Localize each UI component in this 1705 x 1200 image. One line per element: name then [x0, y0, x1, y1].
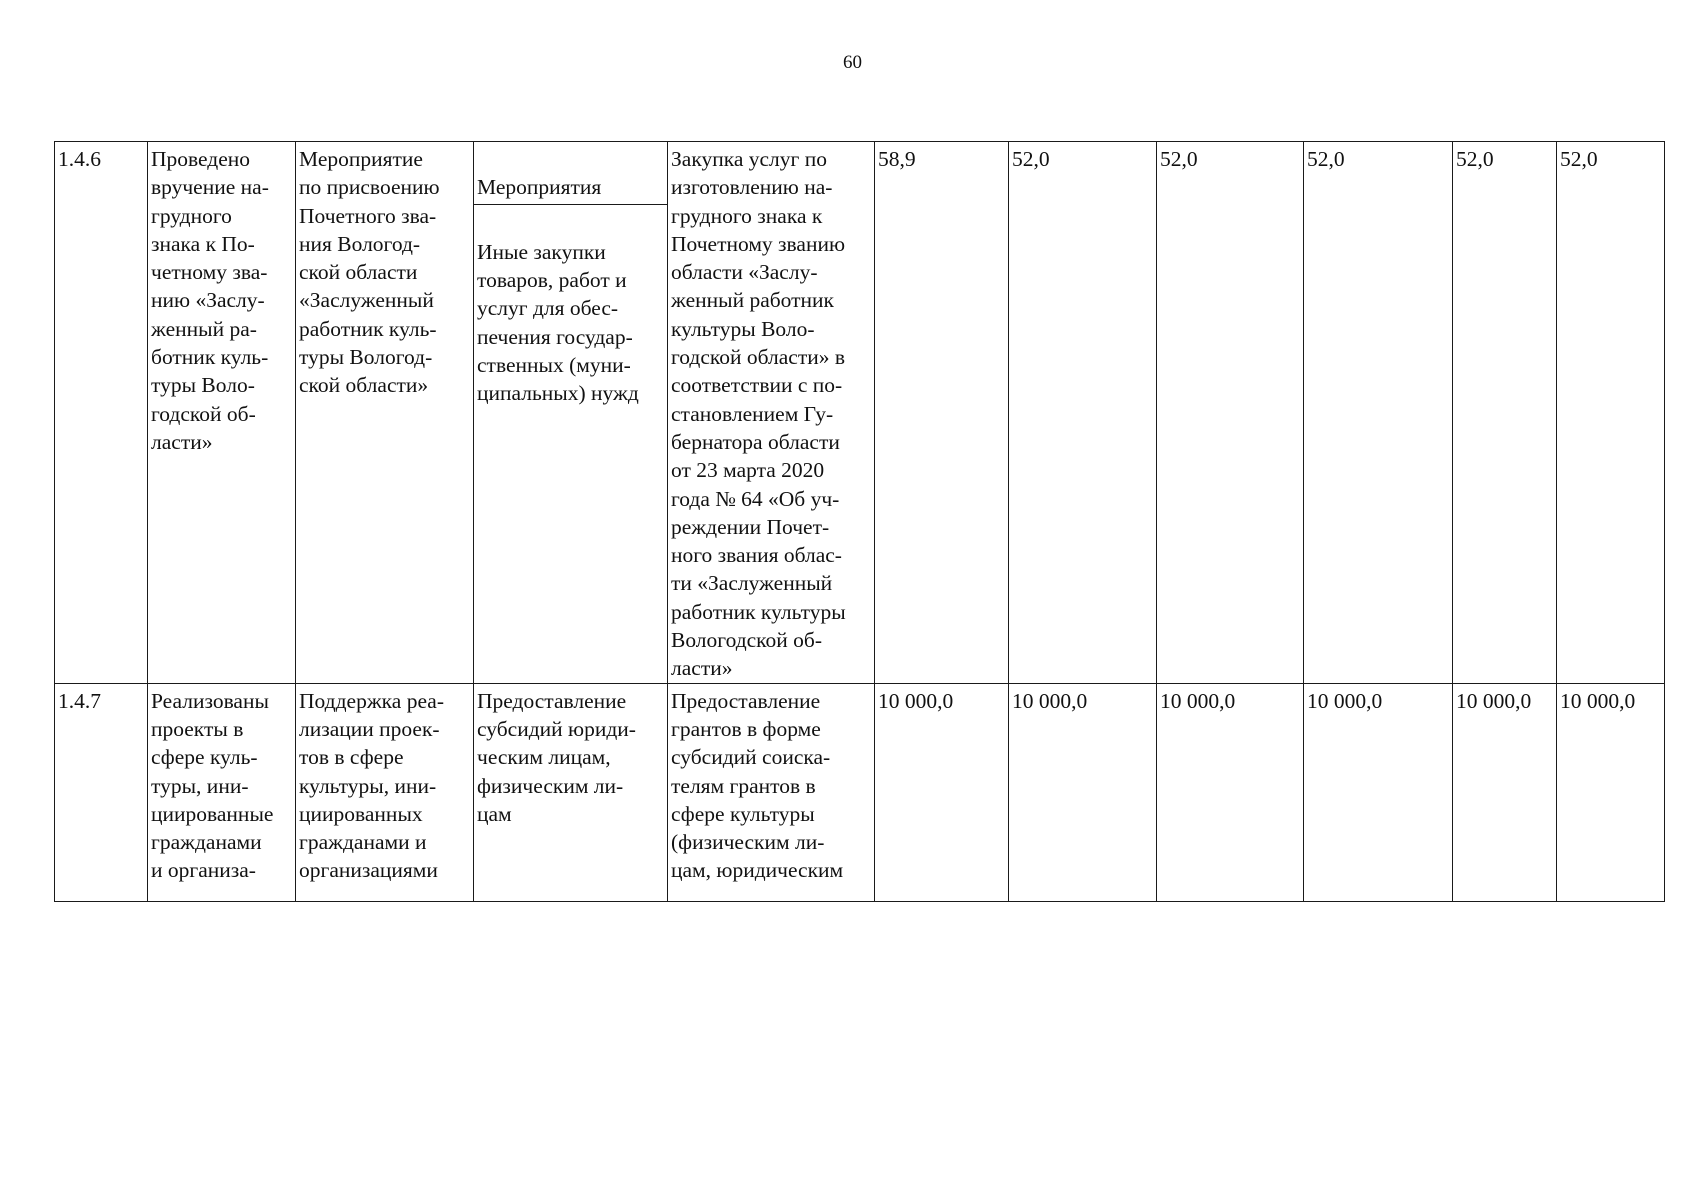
- value-cell-6: 10 000,0: [1557, 683, 1665, 901]
- value-cell-1: 10 000,0: [875, 683, 1009, 901]
- result-cell: Реализованы проекты в сфере куль- туры, ини- циированные гражданами и организа-: [148, 683, 296, 901]
- value-cell-3: 10 000,0: [1157, 683, 1304, 901]
- value-cell-2: 10 000,0: [1009, 683, 1157, 901]
- expense-type-detail: Иные закупки товаров, работ и услуг для обес- печения государ- ственных (муни- ципальных) нужд: [477, 239, 639, 406]
- result-cell: Проведено вручение на- грудного знака к По- четному зва- нию «Заслу- женный ра- ботник куль- туры Воло- годской об- ласти»: [148, 142, 296, 684]
- description-cell: Закупка услуг по изготовлению на- грудного знака к Почетному званию области «Заслу- женный работник культуры Воло- годской области» в соответствии с по- становлением Гу- бернатора области от 23 марта 2020 года № 64 «Об уч- реждении Почет- ного звания облас- ти «Заслуженный работник культуры Вологодской об- ласти»: [668, 142, 875, 684]
- value-cell-3: 52,0: [1157, 142, 1304, 684]
- expense-type-cell: Предоставление субсидий юриди- ческим лицам, физическим ли- цам: [474, 683, 668, 901]
- value-cell-1: 58,9: [875, 142, 1009, 684]
- row-number-cell: 1.4.6: [55, 142, 148, 684]
- value-cell-4: 52,0: [1304, 142, 1453, 684]
- value-cell-5: 10 000,0: [1453, 683, 1557, 901]
- event-cell: Мероприятие по присвоению Почетного зва- ния Вологод- ской области «Заслуженный работник куль- туры Вологод- ской области»: [296, 142, 474, 684]
- event-cell: Поддержка реа- лизации проек- тов в сфере культуры, ини- циированных гражданами и организациями: [296, 683, 474, 901]
- description-cell: Предоставление грантов в форме субсидий соиска- телям грантов в сфере культуры (физическим ли- цам, юридическим: [668, 683, 875, 901]
- value-cell-4: 10 000,0: [1304, 683, 1453, 901]
- value-cell-2: 52,0: [1009, 142, 1157, 684]
- expense-type-heading: Мероприятия: [474, 170, 667, 204]
- row-number-cell: 1.4.7: [55, 683, 148, 901]
- value-cell-5: 52,0: [1453, 142, 1557, 684]
- table-row: [55, 142, 1665, 684]
- expense-type-cell: [474, 142, 668, 684]
- value-cell-6: 52,0: [1557, 142, 1665, 684]
- table-row: [55, 683, 1665, 901]
- page-number: 60: [843, 52, 862, 73]
- budget-table: [54, 141, 1665, 902]
